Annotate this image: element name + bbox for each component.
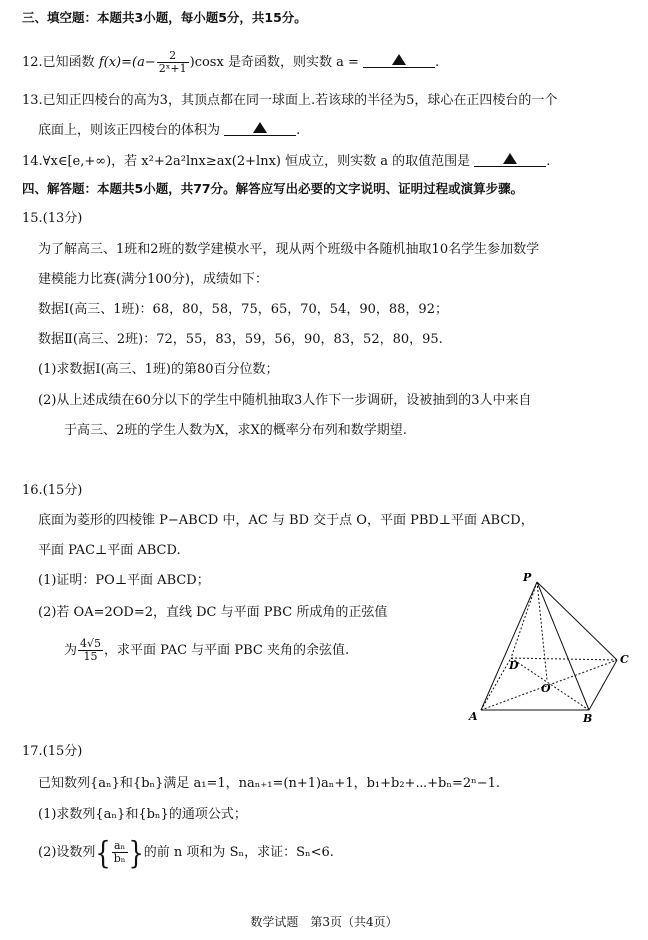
label-C: C (620, 653, 629, 666)
section-4-title: 四、解答题：本题共5小题，共77分。解答应写出必要的文字说明、证明过程或演算步骤。 (22, 181, 524, 196)
q16-part2-line2: 为 $\frac{4√5}{15}$ ，求平面 PAC 与平面 PBC 夹角的余弦值. (64, 637, 350, 663)
q15-part2-line2: 于高三、2班的学生人数为X，求X的概率分布列和数学期望. (64, 423, 407, 438)
q16-header: 16.(15分) (22, 483, 83, 498)
label-O: O (541, 682, 551, 695)
q16-part1: (1)证明：PO⊥平面 ABCD； (38, 573, 210, 588)
q17-header: 17.(15分) (22, 744, 83, 759)
question-13-line2: 底面上，则该正四棱台的体积为 . (38, 123, 301, 138)
triangle-icon (392, 54, 406, 65)
q15-line2: 建模能力比赛(满分100分)，成绩如下： (38, 272, 268, 287)
label-D: D (509, 659, 519, 672)
q12-fraction: $\frac{2}{\text{2ˣ+1}}$ (158, 49, 187, 75)
question-14: 14.∀x∈[e,+∞)，若 x²+2a²lnx≥ax(2+lnx) 恒成立，则实数 a 的取值范围是 . (22, 154, 551, 169)
q16-part2-line1: (2)若 OA=2OD=2，直线 DC 与平面 PBC 所成角的正弦值 (38, 605, 388, 620)
q12-text-c: )cosx 是奇函数，则实数 a = (189, 55, 359, 70)
answer-blank[interactable] (363, 53, 435, 68)
q16-fraction: $\frac{4√5}{15}$ (80, 637, 102, 663)
section-3-title: 三、填空题：本题共3小题，每小题5分，共15分。 (22, 10, 307, 25)
q17-fraction: $\frac{\text{aₙ}}{\text{bₙ}}$ (113, 839, 126, 865)
pyramid-figure (465, 568, 640, 728)
q12-text-b: f(x)=(a− (98, 55, 156, 70)
q17-line1: 已知数列{aₙ}和{bₙ}满足 a₁=1，naₙ₊₁=(n+1)aₙ+1，b₁+b₂+⋯+bₙ=2ⁿ−1. (38, 776, 501, 791)
triangle-icon (503, 153, 517, 164)
answer-blank[interactable] (474, 152, 546, 167)
q17-part1: (1)求数列{aₙ}和{bₙ}的通项公式； (38, 807, 247, 822)
q15-data1: 数据Ⅰ(高三、1班)：68，80，58，75，65，70，54，90，88，92； (38, 302, 448, 317)
label-P: P (523, 571, 532, 584)
label-B: B (583, 712, 593, 725)
q15-part1: (1)求数据Ⅰ(高三、1班)的第80百分位数； (38, 362, 279, 377)
q15-data2: 数据Ⅱ(高三、2班)：72，55，83，59，56，90，83，52，80，95. (38, 332, 443, 347)
question-13-line1: 13.已知正四棱台的高为3，其顶点都在同一球面上.若该球的半径为5，球心在正四棱台的一个 (22, 93, 558, 108)
q17-part2: (2)设数列{ $\frac{\text{aₙ}}{\text{bₙ}}$ }的前 n 项和为 Sₙ，求证：Sₙ<6. (38, 834, 334, 871)
q15-part2-line1: (2)从上述成绩在60分以下的学生中随机抽取3人作下一步调研，设被抽到的3人中来自 (38, 393, 532, 408)
answer-blank[interactable] (224, 121, 296, 136)
q15-header: 15.(13分) (22, 211, 83, 226)
q12-text-a: 12.已知函数 (22, 55, 95, 70)
triangle-icon (253, 122, 267, 133)
q15-line1: 为了解高三、1班和2班的数学建模水平，现从两个班级中各随机抽取10名学生参加数学 (38, 242, 540, 257)
q16-line2: 平面 PAC⊥平面 ABCD. (38, 543, 181, 558)
question-12: 12.已知函数 f(x)=(a− $\frac{2}{\text{2ˣ+1}}$ )cosx 是奇函数，则实数 a = . (22, 49, 440, 75)
q16-line1: 底面为菱形的四棱锥 P−ABCD 中，AC 与 BD 交于点 O，平面 PBD⊥平面 ABCD， (38, 513, 534, 528)
page-footer: 数学试题 第3页（共4页） (250, 915, 398, 929)
label-A: A (469, 710, 478, 723)
